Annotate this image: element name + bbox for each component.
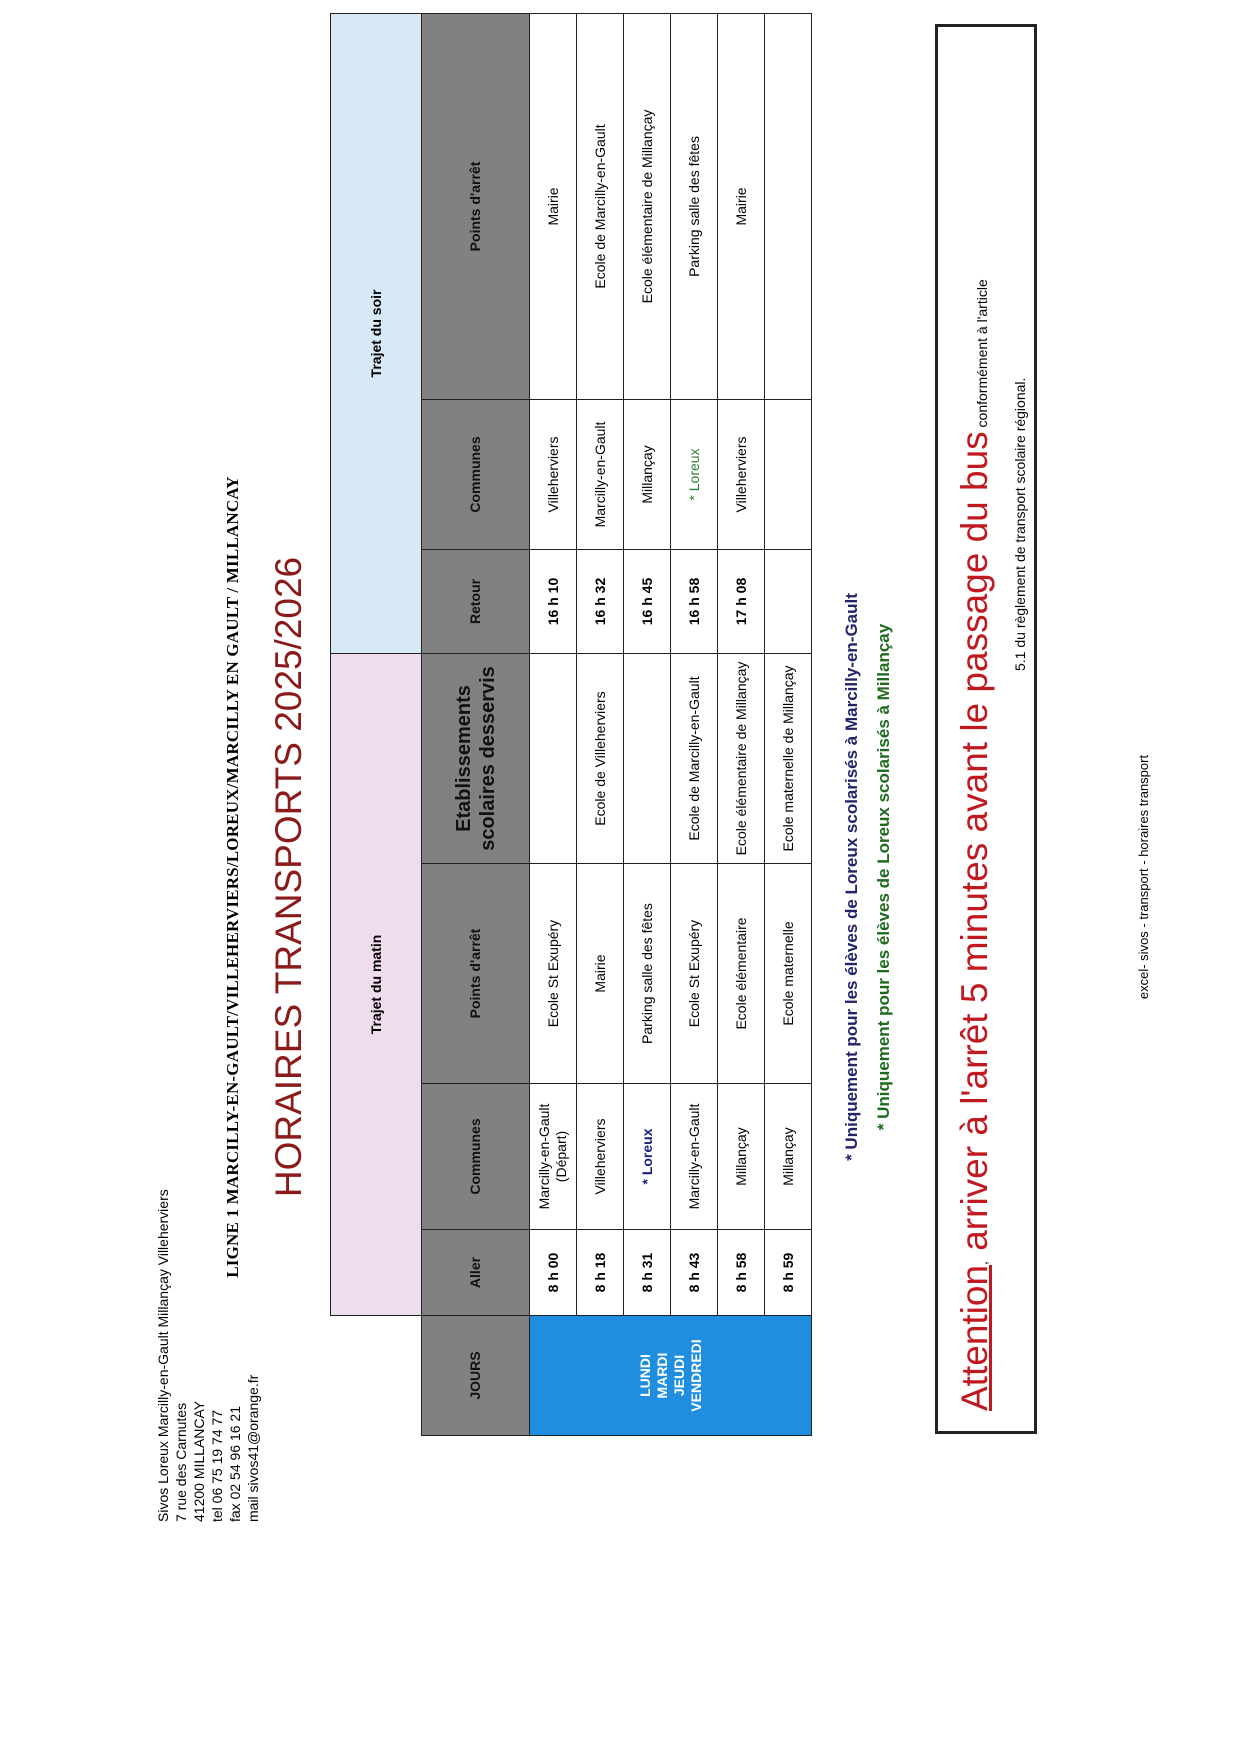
day-label: JEUDI: [670, 1354, 687, 1397]
header-aller: Aller: [422, 1230, 530, 1316]
address-line: Sivos Loreux Marcilly-en-Gault Millançay Villeherviers: [155, 1189, 171, 1522]
retour-time: 16 h 32: [577, 549, 624, 653]
aller-time: 8 h 18: [577, 1230, 624, 1316]
school: [624, 653, 671, 863]
aller-time: 8 h 59: [765, 1230, 812, 1316]
stop-soir: Parking salle des fêtes: [671, 13, 718, 399]
commune-soir: Millançay: [624, 399, 671, 549]
commune: Millançay: [718, 1084, 765, 1230]
attention-reference: 5.1 du règlement de transport scolaire régional.: [1012, 377, 1028, 671]
stop-soir: Ecole élémentaire de Millançay: [624, 13, 671, 399]
footer: excel- sivos - transport - horaires transport: [1136, 754, 1151, 1000]
attention-line: [954, 279, 996, 1411]
retour-time: 16 h 45: [624, 549, 671, 653]
address-line: tel 06 75 19 74 77: [209, 1409, 225, 1522]
retour-time: 16 h 10: [530, 549, 577, 653]
commune-soir: Villeherviers: [530, 399, 577, 549]
retour-time: 17 h 08: [718, 549, 765, 653]
school: Ecole maternelle de Millançay: [765, 653, 812, 863]
school: [530, 653, 577, 863]
days-cell: [530, 1316, 812, 1436]
day-label: MARDI: [653, 1352, 670, 1399]
header-points: Points d'arrêt: [422, 864, 530, 1084]
header-points-soir: Points d'arrêt: [422, 13, 530, 399]
stop-soir: [765, 13, 812, 399]
commune-soir: * Loreux: [671, 399, 718, 549]
address-block: [154, 1189, 262, 1522]
stop: Ecole maternelle: [765, 864, 812, 1084]
commune: Millançay: [765, 1084, 812, 1230]
attention-comma: ,: [974, 1261, 990, 1265]
stop-soir: Ecole de Marcilly-en-Gault: [577, 13, 624, 399]
trajet-soir: Trajet du soir: [331, 13, 422, 653]
note-millancay: * Uniquement pour les élèves de Loreux scolarisés à Millançay: [874, 623, 893, 1131]
day-label: VENDREDI: [687, 1339, 704, 1412]
table-row: [577, 13, 624, 1435]
header-row: [422, 13, 530, 1435]
table-row: [671, 13, 718, 1435]
commune-soir: [765, 399, 812, 549]
header-communes-soir: Communes: [422, 399, 530, 549]
stop: Ecole élémentaire: [718, 864, 765, 1084]
retour-time: [765, 549, 812, 653]
table-row: [718, 13, 765, 1435]
address-line: 41200 MILLANCAY: [191, 1400, 207, 1522]
stop-soir: Mairie: [718, 13, 765, 399]
stop: Ecole St Exupéry: [671, 864, 718, 1084]
page-title: HORAIRES TRANSPORTS 2025/2026: [268, 556, 309, 1198]
address-line: fax 02 54 96 16 21: [227, 1406, 243, 1522]
stop: Parking salle des fêtes: [624, 864, 671, 1084]
retour-time: 16 h 58: [671, 549, 718, 653]
header-retour: Retour: [422, 549, 530, 653]
note-marcilly: * Uniquement pour les élèves de Loreux scolarisés à Marcilly-en-Gault: [842, 593, 861, 1161]
commune: * Loreux: [624, 1084, 671, 1230]
school: Ecole élémentaire de Millançay: [718, 653, 765, 863]
table-row: [624, 13, 671, 1435]
school: Ecole de Marcilly-en-Gault: [671, 653, 718, 863]
address-line: mail sivos41@orange.fr: [245, 1374, 261, 1522]
header-etablissements: Etablissements scolaires desservis: [422, 653, 530, 863]
schedule-table: [330, 13, 812, 1436]
aller-time: 8 h 58: [718, 1230, 765, 1316]
stop: Mairie: [577, 864, 624, 1084]
attention-word: Attention: [954, 1264, 995, 1411]
aller-time: 8 h 00: [530, 1230, 577, 1316]
attention-main: arriver à l'arrêt 5 minutes avant le passage du bus: [954, 431, 995, 1262]
stop-soir: Mairie: [530, 13, 577, 399]
header-communes: Communes: [422, 1084, 530, 1230]
trajet-matin: Trajet du matin: [331, 653, 422, 1315]
commune-soir: Villeherviers: [718, 399, 765, 549]
commune: Marcilly-en-Gault (Départ): [530, 1084, 577, 1230]
aller-time: 8 h 31: [624, 1230, 671, 1316]
table-row: [530, 13, 577, 1435]
commune-soir: Marcilly-en-Gault: [577, 399, 624, 549]
stop: Ecole St Exupéry: [530, 864, 577, 1084]
blank-cell: [331, 1316, 422, 1436]
school: Ecole de Villeherviers: [577, 653, 624, 863]
header-jours: JOURS: [422, 1316, 530, 1436]
table-row: [765, 13, 812, 1435]
attention-suffix: conformément à l'article: [974, 279, 990, 432]
trajet-row: [331, 13, 422, 1435]
line-title: LIGNE 1 MARCILLY-EN-GAULT/VILLEHERVIERS/LOREUX/MARCILLY EN GAULT / MILLANCAY: [223, 476, 242, 1278]
aller-time: 8 h 43: [671, 1230, 718, 1316]
commune: Marcilly-en-Gault: [671, 1084, 718, 1230]
attention-box: [935, 24, 1037, 1434]
day-label: LUNDI: [636, 1354, 653, 1397]
commune: Villeherviers: [577, 1084, 624, 1230]
address-line: 7 rue des Carnutes: [173, 1402, 189, 1522]
